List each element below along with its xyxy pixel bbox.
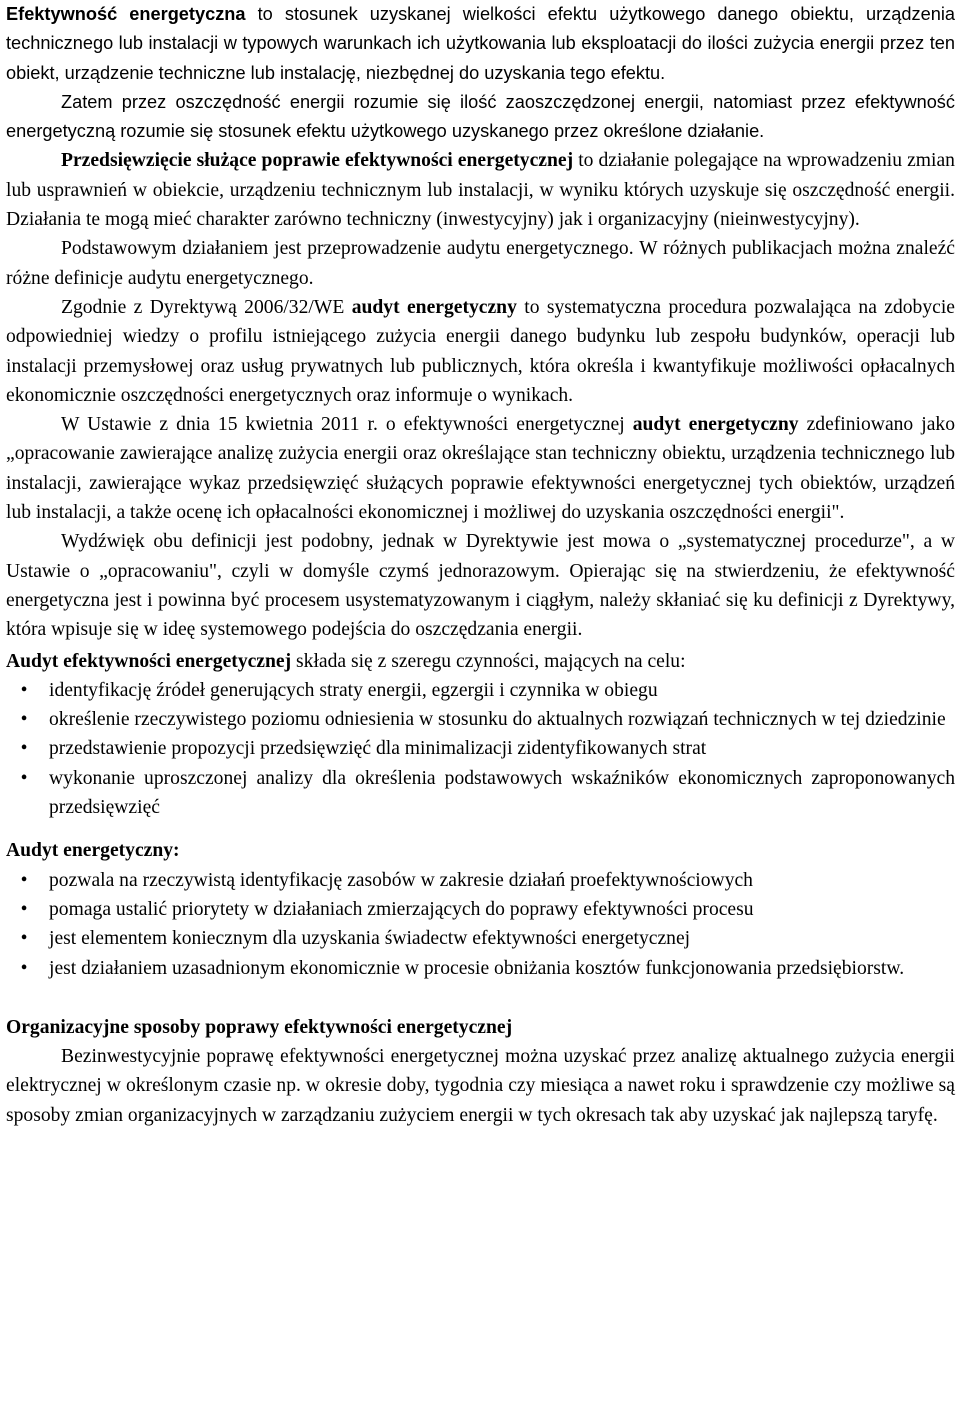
term-efficiency: Efektywność energetyczna — [6, 4, 246, 24]
energy-saving-text: Zatem przez oszczędność energii rozumie się ilość zaoszczędzonej energii, natomiast przez efektywność energetyczną rozumie się stosunek efektu użytkowego uzyskanego przez określone działanie. — [6, 91, 955, 142]
comparison-paragraph — [6, 527, 955, 644]
list-item — [6, 954, 955, 983]
audit-intro-paragraph — [6, 234, 955, 293]
definition-efficiency-text: to stosunek uzyskanej wielkości efektu użytkowego danego obiektu, urządzenia technicznego lub instalacji w typowych warunkach ich użytkowania lub eksploatacji do ilości zużycia energii przez ten obiekt, urządzenie techniczne lub instalację, niezbędnej do uzyskania tego efektu. — [6, 4, 955, 83]
directive-definition-after: to systematyczna procedura pozwalająca na zdobycie odpowiedniej wiedzy o profilu istniejącego zużycia energii danego budynku lub zespołu budynków, operacji lub instalacji przemysłowej oraz usług prywatnych lub publicznych, która określa i kwantyfikuje możliwości opłacalnych ekonomicznie oszczędności energetycznych oraz informuje o wynikach. — [6, 296, 955, 406]
list-item-text: przedstawienie propozycji przedsięwzięć dla minimalizacji zidentyfikowanych strat — [49, 738, 707, 760]
term-energy-audit-act: audyt energetyczny — [632, 414, 799, 436]
bullet-icon: • — [20, 928, 28, 950]
list-item — [6, 866, 955, 895]
bullet-icon: • — [20, 709, 28, 731]
audit-intro-text: Podstawowym działaniem jest przeprowadzenie audytu energetycznego. W różnych publikacjach można znaleźć różne definicje audytu energetycznego. — [6, 238, 955, 289]
act-definition-after: zdefiniowano jako „opracowanie zawierające analizę zużycia energii oraz określające stan techniczny obiektu, urządzenia technicznego lub instalacji, zawierające wykaz przedsięwzięć służących poprawie efektywności energetycznej tych obiektów, urządzeń lub instalacji, a także ocenę ich opłacalności ekonomicznej i możliwej do uzyskania oszczędności energii". — [6, 414, 956, 524]
spacer — [6, 822, 955, 836]
list-item — [6, 676, 955, 705]
section-paragraph — [6, 1042, 955, 1130]
bullet-icon: • — [20, 767, 28, 789]
definition-undertaking-paragraph — [6, 146, 955, 234]
energy-saving-paragraph — [6, 88, 955, 147]
audit-efficiency-list-title — [6, 647, 955, 676]
section-heading-text: Organizacyjne sposoby poprawy efektywności energetycznej — [6, 1016, 513, 1038]
definition-undertaking-text: to działanie polegające na wprowadzeniu zmian lub usprawnień w obiekcie, urządzeniu technicznym lub instalacji, w wyniku których uzyskuje się oszczędność energii. Działania te mogą mieć charakter zarówno techniczny (inwestycyjny) jak i organizacyjny (nieinwestycyjny). — [6, 150, 955, 231]
bullet-icon: • — [20, 957, 28, 979]
list-item-text: wykonanie uproszczonej analizy dla określenia podstawowych wskaźników ekonomicznych zaproponowanych przedsięwzięć — [49, 767, 955, 819]
audit-efficiency-list — [6, 676, 955, 822]
section-text: Bezinwestycyjnie poprawę efektywności energetycznej można uzyskać przez analizę aktualnego zużycia energii elektrycznej w określonym czasie np. w okresie doby, tygodnia czy miesiąca a nawet roku i sprawdzenie czy możliwe są sposoby zmian organizacyjnych w zarządzaniu zużyciem energii w tych okresach tak aby uzyskać jak najlepszą taryfę. — [6, 1046, 955, 1126]
energy-audit-list — [6, 866, 955, 983]
list-item — [6, 924, 955, 953]
energy-audit-list-title — [6, 836, 955, 865]
term-undertaking: Przedsięwzięcie służące poprawie efektywności energetycznej — [61, 150, 574, 172]
list-item-text: określenie rzeczywistego poziomu odniesienia w stosunku do aktualnych rozwiązań technicznych w tej dziedzinie — [49, 709, 946, 731]
list-item-text: jest elementem koniecznym dla uzyskania świadectw efektywności energetycznej — [49, 928, 691, 950]
list-item — [6, 764, 955, 823]
energy-audit-title-bold: Audyt energetyczny: — [6, 840, 180, 862]
bullet-icon: • — [20, 738, 28, 760]
directive-definition-before: Zgodnie z Dyrektywą 2006/32/WE — [61, 296, 352, 318]
term-energy-audit: audyt energetyczny — [351, 296, 517, 318]
spacer — [6, 983, 955, 1013]
list-item — [6, 734, 955, 763]
audit-efficiency-title-bold: Audyt efektywności energetycznej — [6, 650, 292, 672]
comparison-text: Wydźwięk obu definicji jest podobny, jednak w Dyrektywie jest mowa o „systematycznej procedurze", a w Ustawie o „opracowaniu", czyli w domyśle czymś jednorazowym. Opierając się na stwierdzeniu, że efektywność energetyczna jest i powinna być procesem usystematyzowanym i ciągłym, należy skłaniać się ku definicji z Dyrektywy, która wpisuje się w ideę systemowego podejścia do oszczędzania energii. — [6, 531, 955, 641]
definition-efficiency-paragraph — [6, 0, 955, 88]
bullet-icon: • — [20, 898, 28, 920]
bullet-icon: • — [20, 869, 28, 891]
list-item-text: pomaga ustalić priorytety w działaniach zmierzających do poprawy efektywności procesu — [49, 898, 754, 920]
section-heading — [6, 1013, 955, 1042]
document-page — [6, 0, 955, 1130]
list-item-text: jest działaniem uzasadnionym ekonomicznie w procesie obniżania kosztów funkcjonowania przedsiębiorstw. — [49, 957, 905, 979]
act-definition-before: W Ustawie z dnia 15 kwietnia 2011 r. o efektywności energetycznej — [61, 414, 633, 436]
audit-efficiency-title-rest: składa się z szeregu czynności, mających na celu: — [291, 650, 686, 672]
bullet-icon: • — [20, 679, 28, 701]
directive-definition-paragraph — [6, 293, 955, 410]
list-item-text: identyfikację źródeł generujących straty energii, egzergii i czynnika w obiegu — [49, 679, 658, 701]
act-definition-paragraph — [6, 410, 955, 527]
list-item — [6, 895, 955, 924]
list-item-text: pozwala na rzeczywistą identyfikację zasobów w zakresie działań proefektywnościowych — [49, 869, 753, 891]
list-item — [6, 705, 955, 734]
